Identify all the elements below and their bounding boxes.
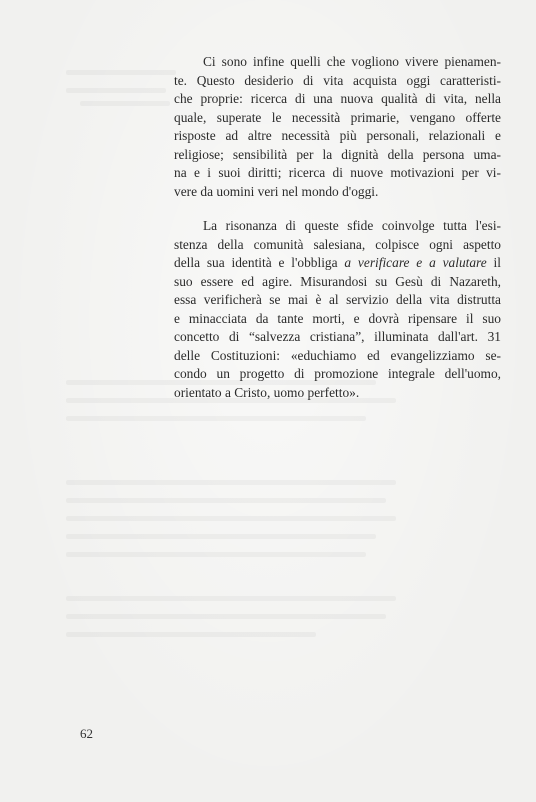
text-line: quale, superate le necessità primarie, vengano offerte [174,109,501,125]
text-line: te. Questo desiderio di vita acquista oggi caratteristi- [174,72,501,88]
text-segment: della sua identità e l'obbliga [174,255,345,270]
bleed-through-mark [66,596,396,601]
bleed-through-mark [66,88,166,93]
emphasis-text: a verificare e a valutare [344,255,487,270]
bleed-through-mark [66,516,396,521]
text-line-with-emphasis [174,254,501,273]
paragraph-1 [174,53,501,201]
text-segment: il [486,255,501,270]
page-number: 62 [80,726,93,741]
text-line: essa verificherà se mai è al servizio della vita distrutta [174,292,501,307]
bleed-through-mark [66,632,316,637]
text-line: vere da uomini veri nel mondo d'oggi. [174,183,379,199]
body-text [174,53,501,402]
text-line: La risonanza di queste sfide coinvolge tutta l'esi- [203,218,501,233]
text-line: stenza della comunità salesiana, colpisce ogni aspetto [174,236,501,252]
bleed-through-mark [66,480,396,485]
text-line: Ci sono infine quelli che vogliono vivere pienamen- [203,54,501,69]
text-line: orientato a Cristo, uomo perfetto». [174,384,360,400]
paragraph-2 [174,217,501,402]
text-line: delle Costituzioni: «educhiamo ed evangelizziamo se- [174,347,501,363]
text-line: condo un progetto di promozione integrale dell'uomo, [174,366,501,381]
bleed-through-mark [66,70,176,75]
text-line: suo essere ed agire. Misurandosi su Gesù di Nazareth, [174,273,501,289]
bleed-through-mark [66,534,376,539]
bleed-through-mark [66,552,366,557]
bleed-through-mark [80,101,170,106]
text-line: e minacciata da tante morti, e dovrà ripensare il suo [174,310,501,326]
text-line: che proprie: ricerca di una nuova qualità di vita, nella [174,91,501,106]
text-line: concetto di “salvezza cristiana”, illuminata dall'art. 31 [174,329,501,344]
bleed-through-mark [66,416,366,421]
bleed-through-mark [66,614,386,619]
text-line: na e i suoi diritti; ricerca di nuove motivazioni per vi- [174,165,501,180]
bleed-through-mark [66,498,386,503]
text-line: religiose; sensibilità per la dignità della persona uma- [174,146,501,162]
text-line: risposte ad altre necessità più personali, relazionali e [174,128,501,143]
